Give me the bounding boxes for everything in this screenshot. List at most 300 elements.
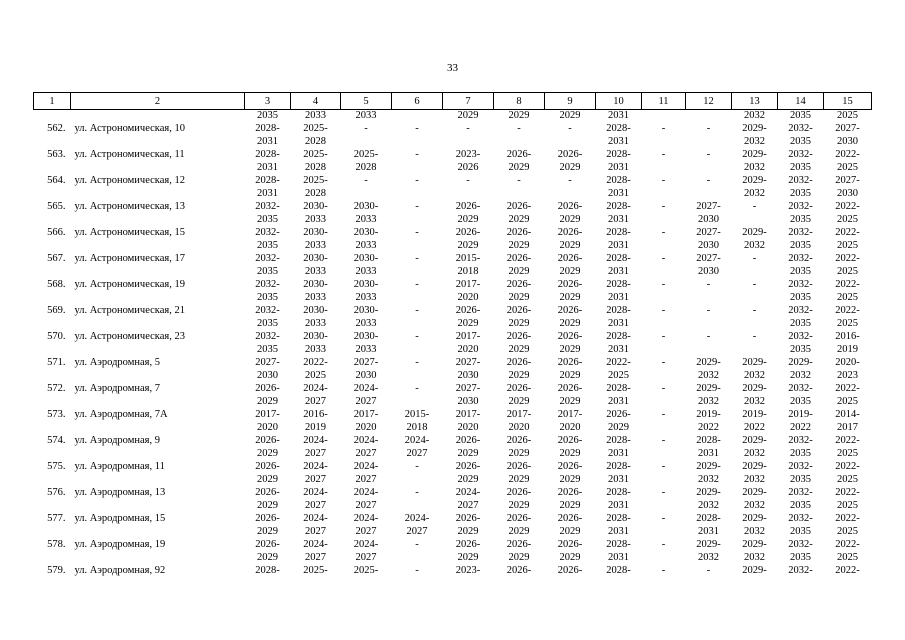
cell-line: 2029 <box>508 369 530 381</box>
cell-line: 2026- <box>506 279 532 290</box>
period-cell <box>494 149 545 175</box>
cell-line: 2028 <box>305 161 326 173</box>
row-number-cell <box>34 279 71 305</box>
cell-line: 2026- <box>506 305 532 316</box>
cell-line: 2026- <box>455 539 481 550</box>
column-header: 13 <box>732 93 778 110</box>
column-header: 9 <box>545 93 596 110</box>
cell-line: 2029 <box>257 551 278 563</box>
period-cell <box>686 383 732 409</box>
cell-line: 2025 <box>837 239 858 251</box>
period-cell <box>778 435 824 461</box>
cell-line: 2035 <box>257 213 278 225</box>
row-number-cell <box>34 201 71 227</box>
cell-line: 2024- <box>404 435 430 446</box>
address-cell <box>71 539 245 565</box>
cell-line: 2027 <box>355 473 377 485</box>
table-row <box>34 110 872 124</box>
cell-line: 2029 <box>508 239 530 251</box>
cell-line: 2026- <box>557 487 583 498</box>
cell-line: 2029- <box>742 149 767 160</box>
period-cell <box>443 227 494 253</box>
cell-line: - <box>752 305 757 316</box>
cell-line: 2029 <box>257 447 278 459</box>
cell-line: 2028- <box>606 487 631 498</box>
cell-line: 2030- <box>353 331 379 342</box>
cell-line: 576. <box>47 487 66 498</box>
period-cell <box>291 279 341 305</box>
cell-line: 2028- <box>606 227 631 238</box>
cell-line: 2029 <box>508 395 530 407</box>
period-cell <box>732 409 778 435</box>
period-cell <box>341 201 392 227</box>
cell-line: 2032- <box>788 435 813 446</box>
period-cell <box>341 409 392 435</box>
table-row <box>34 201 872 227</box>
table-row <box>34 149 872 175</box>
cell-line: 2029- <box>696 539 721 550</box>
table-row <box>34 487 872 513</box>
cell-line: 2035 <box>790 135 811 147</box>
period-cell <box>596 175 642 201</box>
cell-line: ул. Аэродромная, 9 <box>74 435 160 446</box>
cell-line: - <box>415 253 419 264</box>
cell-line: 2028- <box>255 565 280 576</box>
cell-line: 2026- <box>506 435 532 446</box>
period-cell <box>732 539 778 565</box>
cell-line: 2029- <box>742 383 767 394</box>
cell-line: 2033 <box>355 343 377 355</box>
period-cell <box>392 461 443 487</box>
cell-line: 2019 <box>305 421 326 433</box>
cell-line: - <box>415 175 419 186</box>
period-cell <box>545 279 596 305</box>
cell-line: 2029 <box>508 291 530 303</box>
period-cell <box>245 383 291 409</box>
cell-line: 2028- <box>606 305 631 316</box>
address-cell <box>71 513 245 539</box>
period-cell <box>245 539 291 565</box>
period-cell <box>443 461 494 487</box>
cell-line: 2033 <box>305 291 326 303</box>
cell-line: 2020 <box>355 421 377 433</box>
cell-line: 2025 <box>305 369 326 381</box>
cell-line: 2028- <box>606 565 631 576</box>
period-cell <box>778 201 824 227</box>
cell-line: ул. Аэродромная, 7А <box>74 409 168 420</box>
period-cell <box>686 227 732 253</box>
cell-line: 2029 <box>559 110 581 121</box>
table-row <box>34 461 872 487</box>
period-cell <box>642 461 686 487</box>
period-cell <box>732 201 778 227</box>
cell-line: 2026- <box>455 201 481 212</box>
address-cell <box>71 409 245 435</box>
cell-line: 2029 <box>508 110 530 121</box>
cell-line: 2035 <box>790 110 811 121</box>
table-row <box>34 357 872 383</box>
cell-line: 2028- <box>606 331 631 342</box>
cell-line: 2025 <box>837 213 858 225</box>
cell-line: 2023- <box>455 149 481 160</box>
cell-line: 2032 <box>744 369 765 381</box>
cell-line: ул. Астрономическая, 21 <box>74 305 185 316</box>
cell-line: 2032- <box>788 461 813 472</box>
period-cell <box>291 175 341 201</box>
cell-line: 2019- <box>788 409 813 420</box>
cell-line: 2028- <box>696 513 721 524</box>
cell-line: 2015- <box>455 253 481 264</box>
cell-line: 2028- <box>606 149 631 160</box>
period-cell <box>443 201 494 227</box>
cell-line: 2022- <box>835 539 860 550</box>
cell-line: 2020 <box>508 421 530 433</box>
row-number-cell <box>34 357 71 383</box>
period-cell <box>732 305 778 331</box>
period-cell <box>245 123 291 149</box>
cell-line: 2017- <box>455 279 481 290</box>
cell-line: 2029 <box>559 265 581 277</box>
cell-line: 2035 <box>790 525 811 537</box>
cell-line: 2025 <box>837 317 858 329</box>
period-cell <box>341 123 392 149</box>
cell-line: 2026- <box>506 331 532 342</box>
cell-line: 2030- <box>303 305 328 316</box>
period-cell <box>545 565 596 591</box>
cell-line: 2033 <box>305 343 326 355</box>
period-cell <box>824 461 872 487</box>
cell-line: 2029 <box>559 551 581 563</box>
cell-line: 578. <box>47 539 66 550</box>
cell-line: 2029- <box>742 461 767 472</box>
period-cell <box>642 539 686 565</box>
cell-line: 2033 <box>305 110 326 121</box>
cell-line: 2027- <box>255 357 280 368</box>
cell-line: - <box>466 175 470 186</box>
cell-line: 2029- <box>742 227 767 238</box>
cell-line: 2031 <box>608 525 629 537</box>
cell-line: 2017- <box>455 409 481 420</box>
cell-line: 2029 <box>559 395 581 407</box>
cell-line: ул. Аэродромная, 5 <box>74 357 160 368</box>
cell-line: 2032- <box>255 201 280 212</box>
period-cell <box>245 253 291 279</box>
cell-line: 2032- <box>255 279 280 290</box>
row-number-cell <box>34 383 71 409</box>
row-number-cell <box>34 110 71 124</box>
cell-line: 2019- <box>742 409 767 420</box>
cell-line: 2032- <box>788 565 813 576</box>
cell-line: 2028 <box>305 187 326 199</box>
period-cell <box>824 201 872 227</box>
cell-line: 2032- <box>255 305 280 316</box>
period-cell <box>545 539 596 565</box>
period-cell <box>392 253 443 279</box>
cell-line: 2026- <box>557 513 583 524</box>
cell-line: 2028- <box>606 461 631 472</box>
cell-line: 2032- <box>788 487 813 498</box>
period-cell <box>443 487 494 513</box>
cell-line: 2029 <box>508 161 530 173</box>
period-cell <box>443 539 494 565</box>
cell-line: 2033 <box>305 239 326 251</box>
address-cell <box>71 331 245 357</box>
cell-line: 2026- <box>506 383 532 394</box>
cell-line: 2027 <box>355 395 377 407</box>
cell-line: 2027 <box>305 447 326 459</box>
cell-line: 564. <box>47 175 66 186</box>
column-header: 11 <box>642 93 686 110</box>
period-cell <box>686 539 732 565</box>
cell-line: 2030 <box>837 135 858 147</box>
cell-line: - <box>517 123 521 134</box>
cell-line: - <box>415 305 419 316</box>
cell-line: 2022- <box>835 253 860 264</box>
period-cell <box>778 565 824 591</box>
cell-line: 2032- <box>788 383 813 394</box>
cell-line: 2032 <box>744 447 765 459</box>
cell-line: 2032- <box>788 513 813 524</box>
cell-line: 2027 <box>406 447 428 459</box>
cell-line: 2024- <box>353 487 379 498</box>
cell-line: 2026- <box>255 513 280 524</box>
period-cell <box>392 227 443 253</box>
period-cell <box>291 461 341 487</box>
cell-line: 2024- <box>455 487 481 498</box>
period-cell <box>494 435 545 461</box>
column-header: 8 <box>494 93 545 110</box>
cell-line: 2026- <box>255 461 280 472</box>
cell-line: 2022- <box>835 461 860 472</box>
cell-line: 2026- <box>557 461 583 472</box>
period-cell <box>494 279 545 305</box>
period-cell <box>732 565 778 591</box>
period-cell <box>494 227 545 253</box>
period-cell <box>494 539 545 565</box>
cell-line: 2026- <box>557 227 583 238</box>
cell-line: 2032- <box>788 331 813 342</box>
address-cell <box>71 253 245 279</box>
cell-line: 2014- <box>835 409 860 420</box>
cell-line: - <box>706 565 711 576</box>
period-cell <box>778 305 824 331</box>
period-cell <box>245 201 291 227</box>
cell-line: 2030 <box>698 265 719 277</box>
period-cell <box>341 253 392 279</box>
cell-line: 2022 <box>790 421 811 433</box>
cell-line: 2030- <box>353 279 379 290</box>
cell-line: 2033 <box>355 291 377 303</box>
cell-line: 2024- <box>303 461 328 472</box>
table-row <box>34 409 872 435</box>
cell-line: ул. Аэродромная, 11 <box>74 461 165 472</box>
cell-line: - <box>706 123 711 134</box>
row-number-cell <box>34 461 71 487</box>
cell-line: 2030 <box>698 239 719 251</box>
period-cell <box>245 409 291 435</box>
cell-line: 2015- <box>404 409 430 420</box>
cell-line: ул. Астрономическая, 19 <box>74 279 185 290</box>
cell-line: 2035 <box>790 473 811 485</box>
cell-line: 562. <box>47 123 66 134</box>
cell-line: 2026- <box>455 513 481 524</box>
period-cell <box>494 565 545 591</box>
cell-line: 2020 <box>457 421 479 433</box>
address-cell <box>71 305 245 331</box>
cell-line: 2033 <box>355 265 377 277</box>
cell-line: - <box>415 227 419 238</box>
cell-line: 579. <box>47 565 66 576</box>
cell-line: - <box>415 383 419 394</box>
period-cell <box>642 149 686 175</box>
address-cell <box>71 487 245 513</box>
cell-line: 2032 <box>744 161 765 173</box>
cell-line: 2032 <box>790 369 811 381</box>
cell-line: 2030- <box>303 227 328 238</box>
cell-line: - <box>706 305 711 316</box>
period-cell <box>732 110 778 124</box>
cell-line: 2035 <box>790 239 811 251</box>
cell-line: 2029 <box>508 213 530 225</box>
cell-line: - <box>415 461 419 472</box>
period-cell <box>245 110 291 124</box>
period-cell <box>545 175 596 201</box>
cell-line: 2033 <box>305 213 326 225</box>
period-cell <box>778 487 824 513</box>
schedule-table <box>33 92 872 591</box>
period-cell <box>824 357 872 383</box>
cell-line: 2028- <box>255 123 280 134</box>
period-cell <box>596 279 642 305</box>
cell-line: 2029- <box>742 123 767 134</box>
period-cell <box>686 331 732 357</box>
period-cell <box>732 253 778 279</box>
cell-line: 2031 <box>608 135 629 147</box>
cell-line: 2025 <box>837 551 858 563</box>
cell-line: ул. Аэродромная, 7 <box>74 383 160 394</box>
period-cell <box>824 513 872 539</box>
period-cell <box>392 175 443 201</box>
cell-line: 2027 <box>305 473 326 485</box>
period-cell <box>494 513 545 539</box>
period-cell <box>443 175 494 201</box>
cell-line: 2024- <box>404 513 430 524</box>
address-cell <box>71 461 245 487</box>
period-cell <box>596 110 642 124</box>
column-header: 2 <box>71 93 245 110</box>
period-cell <box>642 227 686 253</box>
cell-line: 2035 <box>790 317 811 329</box>
period-cell <box>778 123 824 149</box>
cell-line: 2030- <box>303 331 328 342</box>
period-cell <box>291 201 341 227</box>
period-cell <box>596 383 642 409</box>
cell-line: 2025 <box>837 110 858 121</box>
cell-line: 2024- <box>353 383 379 394</box>
cell-line: 2032- <box>788 201 813 212</box>
cell-line: 2016- <box>835 331 860 342</box>
cell-line: 2029 <box>508 343 530 355</box>
cell-line: 2033 <box>355 239 377 251</box>
cell-line: 2028- <box>606 253 631 264</box>
cell-line: 2031 <box>698 525 719 537</box>
period-cell <box>686 565 732 591</box>
cell-line: 2031 <box>257 161 278 173</box>
period-cell <box>545 123 596 149</box>
period-cell <box>732 487 778 513</box>
period-cell <box>494 305 545 331</box>
cell-line: 2030- <box>303 279 328 290</box>
cell-line: 2026- <box>557 253 583 264</box>
period-cell <box>732 149 778 175</box>
period-cell <box>545 331 596 357</box>
address-cell <box>71 357 245 383</box>
cell-line: 2017- <box>557 409 583 420</box>
period-cell <box>686 357 732 383</box>
period-cell <box>732 513 778 539</box>
cell-line: 574. <box>47 435 66 446</box>
cell-line: 2029- <box>742 565 767 576</box>
period-cell <box>824 149 872 175</box>
cell-line: 2027 <box>406 525 428 537</box>
cell-line: 2022 <box>698 421 719 433</box>
cell-line: - <box>706 149 711 160</box>
cell-line: 2032 <box>744 473 765 485</box>
cell-line: 2032 <box>744 499 765 511</box>
cell-line: - <box>364 175 368 186</box>
cell-line: - <box>706 175 711 186</box>
address-cell <box>71 175 245 201</box>
period-cell <box>341 487 392 513</box>
period-cell <box>824 383 872 409</box>
cell-line: 2022- <box>835 513 860 524</box>
cell-line: - <box>415 357 419 368</box>
cell-line: 2024- <box>353 461 379 472</box>
cell-line: 2030- <box>353 253 379 264</box>
cell-line: 2032- <box>788 305 813 316</box>
period-cell <box>443 305 494 331</box>
cell-line: - <box>661 461 666 472</box>
cell-line: 2026- <box>557 305 583 316</box>
cell-line: 566. <box>47 227 66 238</box>
cell-line: 2029- <box>742 175 767 186</box>
cell-line: 2029- <box>696 487 721 498</box>
cell-line: 2035 <box>790 213 811 225</box>
cell-line: 2031 <box>257 135 278 147</box>
period-cell <box>596 201 642 227</box>
cell-line: 2029- <box>788 357 813 368</box>
period-cell <box>778 331 824 357</box>
cell-line: 2018 <box>406 421 428 433</box>
cell-line: 2025 <box>837 499 858 511</box>
cell-line: - <box>661 565 666 576</box>
cell-line: 2029 <box>559 525 581 537</box>
cell-line: - <box>661 123 666 134</box>
cell-line: 2029 <box>559 343 581 355</box>
cell-line: 2027- <box>353 357 379 368</box>
period-cell <box>596 435 642 461</box>
cell-line: - <box>752 253 757 264</box>
cell-line: 2031 <box>698 447 719 459</box>
cell-line: 2029- <box>742 357 767 368</box>
cell-line: 2029- <box>696 383 721 394</box>
cell-line: 2026- <box>506 539 532 550</box>
period-cell <box>642 279 686 305</box>
period-cell <box>596 461 642 487</box>
cell-line: - <box>661 331 666 342</box>
cell-line: - <box>415 123 419 134</box>
period-cell <box>686 149 732 175</box>
